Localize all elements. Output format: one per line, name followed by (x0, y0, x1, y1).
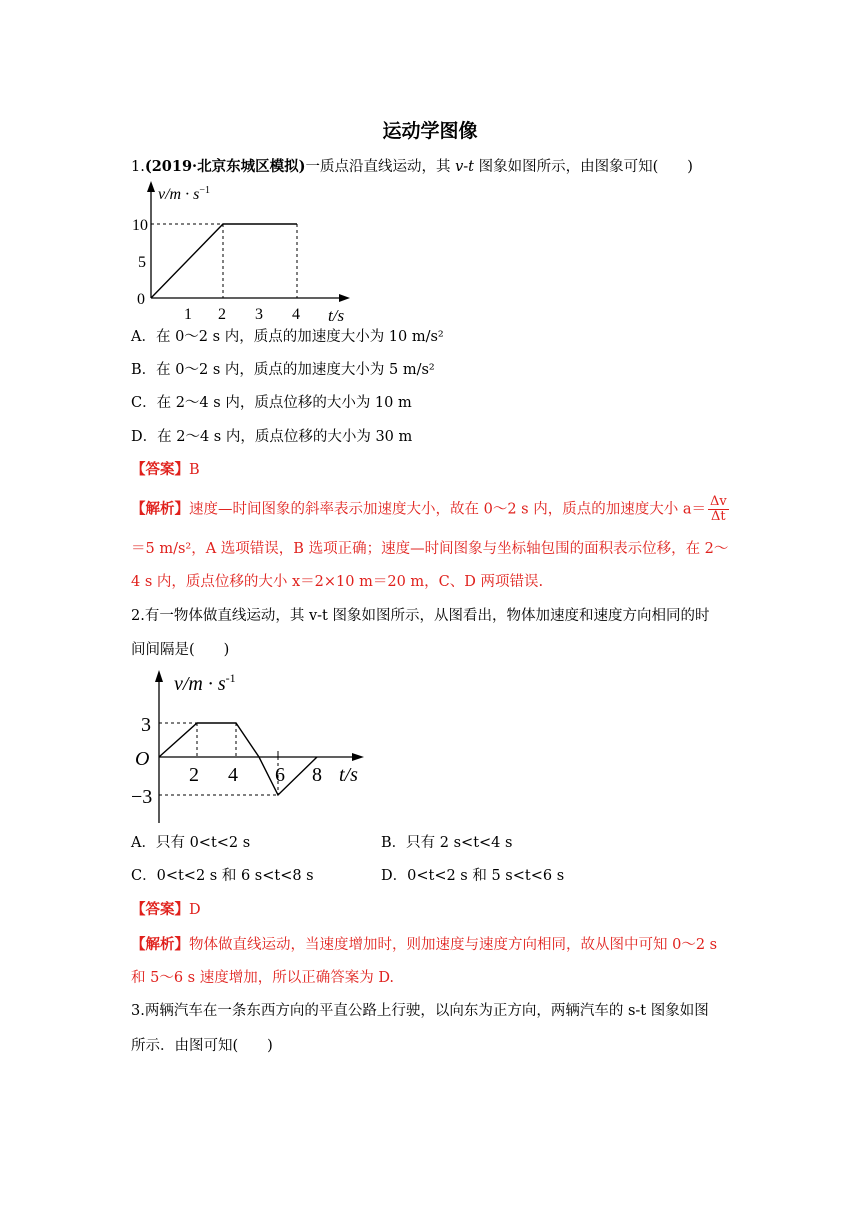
q2-xtick-4: 4 (228, 764, 238, 786)
q2-option-a: A．只有 0<t<2 s (131, 835, 251, 851)
q1-analysis-tag: 【解析】 (131, 500, 189, 518)
q2-option-b: B．只有 2 s<t<4 s (381, 835, 513, 851)
q1-y-arrow (147, 181, 155, 192)
q2-ytick-3: 3 (141, 714, 151, 736)
q2-answer-value: D (189, 902, 201, 918)
q2-x-arrow (352, 753, 364, 761)
q1-option-b: B．在 0～2 s 内，质点的加速度大小为 5 m/s² (131, 362, 435, 378)
page-title: 运动学图像 (382, 120, 478, 142)
q1-xtick-4: 4 (292, 306, 300, 323)
q1-answer (131, 460, 200, 480)
q1-vt-graph (130, 178, 370, 328)
q1-analysis-2: ＝5 m/s²，A 选项错误，B 选项正确；速度—时间图象与坐标轴包围的面积表示位移，在 2～ (131, 541, 729, 557)
q2-vt-graph (130, 665, 380, 825)
q1-option-c: C．在 2～4 s 内，质点位移的大小为 10 m (131, 395, 412, 411)
q1-answer-value: B (189, 462, 200, 478)
q2-answer-tag: 【答案】 (131, 901, 189, 918)
q1-stem-a: 一质点沿直线运动，其 (305, 159, 456, 175)
q2-analysis-text-1: 物体做直线运动，当速度增加时，则加速度与速度方向相同，故从图中可知 0～2 s (189, 937, 718, 953)
q2-ylabel: $v/m \cdot s^{-1}$ (174, 671, 236, 695)
q1-ytick-0: 0 (137, 291, 145, 308)
q1-xlabel: t/s (328, 306, 345, 325)
q1-analysis-1 (131, 495, 729, 524)
q2-xtick-2: 2 (189, 764, 199, 786)
q3-stem-2: 所示．由图可知( ) (131, 1038, 273, 1054)
q2-velocity-line (159, 723, 317, 795)
q1-stem-vt: v-t (455, 159, 475, 175)
q2-analysis-2: 和 5～6 s 速度增加，所以正确答案为 D. (131, 970, 395, 986)
q2-stem-1: 2.有一物体做直线运动，其 v-t 图象如图所示，从图看出，物体加速度和速度方向相同的时 (131, 608, 710, 624)
q1-analysis-3: 4 s 内，质点位移的大小 x＝2×10 m＝20 m，C、D 两项错误. (131, 574, 544, 590)
q2-stem-2: 间间隔是( ) (131, 642, 230, 658)
q2-ytick-neg3: −3 (131, 786, 153, 808)
q1-source: (2019·北京东城区模拟) (144, 158, 306, 175)
q2-option-d: D．0<t<2 s 和 5 s<t<6 s (381, 868, 565, 884)
q1-xtick-2: 2 (218, 306, 226, 323)
q2-xtick-8: 8 (312, 764, 322, 786)
q1-ytick-10: 10 (132, 217, 148, 234)
q1-number: 1. (131, 159, 145, 175)
q1-velocity-line (151, 224, 297, 298)
q1-analysis-text-1: 速度—时间图象的斜率表示加速度大小，故在 0～2 s 内，质点的加速度大小 a＝ (189, 501, 706, 518)
q2-xtick-6: 6 (275, 764, 285, 786)
q1-stem-b: 图象如图所示，由图象可知( ) (474, 159, 693, 175)
q1-xtick-3: 3 (255, 306, 263, 323)
q2-answer (131, 900, 201, 920)
q2-analysis-1 (131, 935, 717, 955)
q2-xlabel: t/s (339, 764, 358, 786)
q1-ytick-5: 5 (138, 254, 146, 271)
q1-x-arrow (339, 294, 350, 302)
q1-frac-num: Δv (709, 494, 727, 509)
q2-analysis-tag: 【解析】 (131, 936, 189, 953)
q2-y-arrow (155, 670, 163, 682)
q1-fraction (708, 495, 729, 524)
q1-stem (131, 157, 693, 177)
q1-answer-tag: 【答案】 (131, 461, 189, 478)
q2-option-c: C．0<t<2 s 和 6 s<t<8 s (131, 868, 314, 884)
q2-origin-label: O (135, 748, 150, 770)
q1-frac-den: Δt (711, 509, 726, 524)
q1-option-d: D．在 2～4 s 内，质点位移的大小为 30 m (131, 429, 413, 445)
q1-xtick-1: 1 (184, 306, 192, 323)
q3-stem-1: 3.两辆汽车在一条东西方向的平直公路上行驶，以向东为正方向，两辆汽车的 s-t 图象如图 (131, 1003, 709, 1019)
q1-ylabel: $v/m \cdot s^{-1}$ (158, 185, 210, 203)
q1-option-a: A．在 0～2 s 内，质点的加速度大小为 10 m/s² (131, 329, 444, 345)
